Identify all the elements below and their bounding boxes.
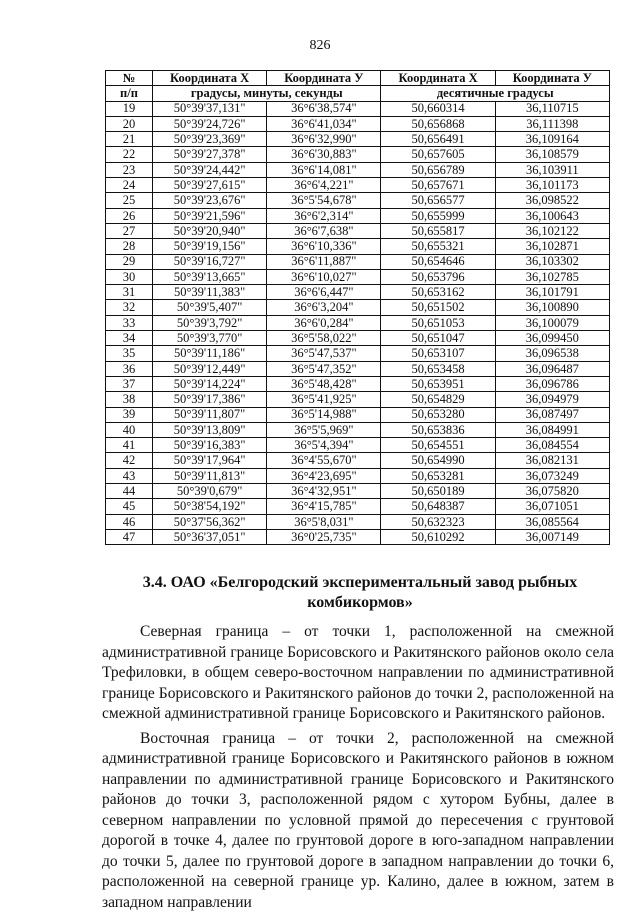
coord-y-dms: 36°6'0,284" (267, 315, 381, 330)
table-row (106, 407, 610, 422)
coord-x-dec: 50,653281 (381, 468, 495, 483)
coord-x-dec: 50,654829 (381, 392, 495, 407)
coord-y-dms: 36°6'30,883" (267, 147, 381, 162)
coord-y-dec: 36,007149 (495, 529, 609, 544)
row-number: 32 (106, 300, 153, 315)
table-row (106, 162, 610, 177)
coord-y-dms: 36°0'25,735" (267, 529, 381, 544)
table-row (106, 193, 610, 208)
table-row (106, 376, 610, 391)
coord-x-dms: 50°39'11,186" (153, 346, 267, 361)
coord-x-dms: 50°39'23,369" (153, 132, 267, 147)
row-number: 46 (106, 514, 153, 529)
coord-x-dec: 50,653951 (381, 376, 495, 391)
coord-x-dec: 50,656868 (381, 116, 495, 131)
coord-y-dms: 36°6'14,081" (267, 162, 381, 177)
coord-y-dms: 36°5'41,925" (267, 392, 381, 407)
coord-y-dms: 36°4'23,695" (267, 468, 381, 483)
coord-y-dec: 36,108579 (495, 147, 609, 162)
coord-x-dms: 50°37'56,362" (153, 514, 267, 529)
coord-x-dms: 50°38'54,192" (153, 499, 267, 514)
coord-x-dms: 50°39'27,378" (153, 147, 267, 162)
coord-x-dec: 50,650189 (381, 484, 495, 499)
coord-y-dec: 36,096786 (495, 376, 609, 391)
table-row (106, 331, 610, 346)
coord-x-dec: 50,655999 (381, 208, 495, 223)
coord-y-dms: 36°4'32,951" (267, 484, 381, 499)
table-row (106, 285, 610, 300)
coord-y-dec: 36,101791 (495, 285, 609, 300)
coord-x-dec: 50,657671 (381, 178, 495, 193)
paragraph-north-boundary: Северная граница – от точки 1, расположенной на смежной административной границе Борисовского и Ракитянского районов около села Трефиловки, в общем северо-восточном направлении по административной границе Борисовского и Ракитянского районов до точки 2, расположенной на смежной административной границе Борисовского и Ракитянского районов. (102, 623, 614, 722)
coord-y-dms: 36°6'4,221" (267, 178, 381, 193)
section-title: 3.4. ОАО «Белгородский экспериментальный завод рыбных комбикормов» (142, 574, 578, 611)
coord-y-dec: 36,096487 (495, 361, 609, 376)
table-row (106, 116, 610, 131)
coord-y-dec: 36,099450 (495, 331, 609, 346)
row-number: 33 (106, 315, 153, 330)
coord-y-dec: 36,073249 (495, 468, 609, 483)
coord-x-dms: 50°39'12,449" (153, 361, 267, 376)
header-coord-y-dec: Координата У (495, 71, 609, 86)
coord-y-dec: 36,102122 (495, 223, 609, 238)
coord-y-dms: 36°6'2,314" (267, 208, 381, 223)
table-row (106, 101, 610, 116)
coord-x-dec: 50,651053 (381, 315, 495, 330)
table-row (106, 346, 610, 361)
coord-y-dec: 36,100079 (495, 315, 609, 330)
table-row (106, 254, 610, 269)
coord-y-dms: 36°5'5,969" (267, 422, 381, 437)
row-number: 31 (106, 285, 153, 300)
table-row (106, 438, 610, 453)
row-number: 26 (106, 208, 153, 223)
header-num-sub: п/п (106, 86, 153, 101)
coord-x-dms: 50°39'20,940" (153, 223, 267, 238)
table-row (106, 208, 610, 223)
coord-y-dec: 36,075820 (495, 484, 609, 499)
row-number: 34 (106, 331, 153, 346)
header-units-dec: десятичные градусы (381, 86, 610, 101)
row-number: 38 (106, 392, 153, 407)
row-number: 42 (106, 453, 153, 468)
coord-y-dms: 36°6'10,027" (267, 269, 381, 284)
coord-x-dec: 50,651502 (381, 300, 495, 315)
coord-x-dec: 50,656491 (381, 132, 495, 147)
coord-x-dms: 50°39'5,407" (153, 300, 267, 315)
header-coord-y-dms: Координата У (267, 71, 381, 86)
row-number: 43 (106, 468, 153, 483)
coord-x-dec: 50,655817 (381, 223, 495, 238)
table-row (106, 499, 610, 514)
coord-y-dms: 36°4'55,670" (267, 453, 381, 468)
table-row (106, 514, 610, 529)
coord-y-dms: 36°5'8,031" (267, 514, 381, 529)
table-row (106, 239, 610, 254)
coord-y-dms: 36°6'3,204" (267, 300, 381, 315)
header-units-dms: градусы, минуты, секунды (153, 86, 381, 101)
coord-y-dms: 36°6'6,447" (267, 285, 381, 300)
table-header-row (106, 71, 610, 86)
coord-x-dec: 50,653107 (381, 346, 495, 361)
coord-x-dec: 50,651047 (381, 331, 495, 346)
table-body (106, 101, 610, 545)
coord-y-dms: 36°6'11,887" (267, 254, 381, 269)
row-number: 28 (106, 239, 153, 254)
coord-y-dec: 36,102871 (495, 239, 609, 254)
coord-y-dec: 36,111398 (495, 116, 609, 131)
coord-y-dms: 36°6'10,336" (267, 239, 381, 254)
coord-y-dms: 36°6'38,574" (267, 101, 381, 116)
header-coord-x-dms: Координата X (153, 71, 267, 86)
coord-y-dec: 36,110715 (495, 101, 609, 116)
coord-x-dms: 50°39'17,964" (153, 453, 267, 468)
coord-x-dms: 50°39'23,676" (153, 193, 267, 208)
coord-x-dec: 50,660314 (381, 101, 495, 116)
coord-x-dms: 50°39'11,813" (153, 468, 267, 483)
row-number: 25 (106, 193, 153, 208)
coord-y-dec: 36,071051 (495, 499, 609, 514)
coord-x-dms: 50°39'13,809" (153, 422, 267, 437)
row-number: 35 (106, 346, 153, 361)
coord-y-dec: 36,100643 (495, 208, 609, 223)
coord-x-dec: 50,610292 (381, 529, 495, 544)
row-number: 20 (106, 116, 153, 131)
coord-y-dec: 36,082131 (495, 453, 609, 468)
table-row (106, 132, 610, 147)
coord-x-dms: 50°39'3,770" (153, 331, 267, 346)
coord-x-dec: 50,648387 (381, 499, 495, 514)
coord-y-dec: 36,084991 (495, 422, 609, 437)
coord-y-dms: 36°5'14,988" (267, 407, 381, 422)
coord-y-dec: 36,100890 (495, 300, 609, 315)
header-coord-x-dec: Координата X (381, 71, 495, 86)
coord-y-dec: 36,087497 (495, 407, 609, 422)
row-number: 37 (106, 376, 153, 391)
coord-y-dec: 36,084554 (495, 438, 609, 453)
row-number: 24 (106, 178, 153, 193)
coord-x-dms: 50°39'0,679" (153, 484, 267, 499)
coord-x-dms: 50°39'3,792" (153, 315, 267, 330)
coord-y-dec: 36,085564 (495, 514, 609, 529)
coord-y-dms: 36°5'48,428" (267, 376, 381, 391)
coord-x-dec: 50,653458 (381, 361, 495, 376)
coord-x-dec: 50,632323 (381, 514, 495, 529)
coord-x-dec: 50,654646 (381, 254, 495, 269)
coord-y-dec: 36,101173 (495, 178, 609, 193)
table-row (106, 484, 610, 499)
header-num: № (106, 71, 153, 86)
coord-x-dms: 50°39'19,156" (153, 239, 267, 254)
table-row (106, 422, 610, 437)
row-number: 47 (106, 529, 153, 544)
coord-x-dms: 50°39'16,727" (153, 254, 267, 269)
row-number: 19 (106, 101, 153, 116)
coord-y-dms: 36°5'47,352" (267, 361, 381, 376)
coord-x-dec: 50,653796 (381, 269, 495, 284)
coord-y-dms: 36°6'7,638" (267, 223, 381, 238)
coord-x-dms: 50°39'11,383" (153, 285, 267, 300)
table-row (106, 453, 610, 468)
table-row (106, 223, 610, 238)
table-row (106, 468, 610, 483)
coord-y-dms: 36°6'32,990" (267, 132, 381, 147)
coord-x-dec: 50,654551 (381, 438, 495, 453)
row-number: 44 (106, 484, 153, 499)
coord-x-dms: 50°39'24,726" (153, 116, 267, 131)
coord-x-dms: 50°39'13,665" (153, 269, 267, 284)
coord-x-dec: 50,656789 (381, 162, 495, 177)
table-row (106, 361, 610, 376)
table-row (106, 269, 610, 284)
row-number: 40 (106, 422, 153, 437)
coord-y-dms: 36°5'4,394" (267, 438, 381, 453)
row-number: 45 (106, 499, 153, 514)
coord-x-dms: 50°39'14,224" (153, 376, 267, 391)
table-row (106, 315, 610, 330)
row-number: 41 (106, 438, 153, 453)
body-text (102, 622, 614, 917)
coord-y-dec: 36,103302 (495, 254, 609, 269)
coord-y-dec: 36,102785 (495, 269, 609, 284)
coord-y-dec: 36,109164 (495, 132, 609, 147)
coord-x-dms: 50°39'11,807" (153, 407, 267, 422)
coord-x-dms: 50°39'16,383" (153, 438, 267, 453)
table-row (106, 300, 610, 315)
table-row (106, 392, 610, 407)
coord-x-dec: 50,654990 (381, 453, 495, 468)
coord-y-dec: 36,096538 (495, 346, 609, 361)
row-number: 23 (106, 162, 153, 177)
coord-y-dms: 36°5'58,022" (267, 331, 381, 346)
coord-y-dms: 36°4'15,785" (267, 499, 381, 514)
coord-y-dec: 36,094979 (495, 392, 609, 407)
row-number: 21 (106, 132, 153, 147)
row-number: 30 (106, 269, 153, 284)
coord-y-dec: 36,098522 (495, 193, 609, 208)
table-row (106, 529, 610, 544)
coord-x-dec: 50,653836 (381, 422, 495, 437)
coord-x-dms: 50°39'27,615" (153, 178, 267, 193)
coord-x-dec: 50,655321 (381, 239, 495, 254)
table-row (106, 147, 610, 162)
row-number: 22 (106, 147, 153, 162)
coord-y-dms: 36°5'54,678" (267, 193, 381, 208)
row-number: 39 (106, 407, 153, 422)
row-number: 27 (106, 223, 153, 238)
coord-x-dms: 50°39'21,596" (153, 208, 267, 223)
coord-y-dms: 36°5'47,537" (267, 346, 381, 361)
coord-x-dms: 50°36'37,051" (153, 529, 267, 544)
page-number: 826 (309, 38, 331, 53)
coord-x-dec: 50,653162 (381, 285, 495, 300)
row-number: 29 (106, 254, 153, 269)
coord-x-dec: 50,653280 (381, 407, 495, 422)
coord-x-dms: 50°39'37,131" (153, 101, 267, 116)
coord-x-dms: 50°39'24,442" (153, 162, 267, 177)
coordinates-table (105, 70, 610, 545)
coord-x-dms: 50°39'17,386" (153, 392, 267, 407)
table-row (106, 178, 610, 193)
coord-x-dec: 50,656577 (381, 193, 495, 208)
coord-y-dec: 36,103911 (495, 162, 609, 177)
row-number: 36 (106, 361, 153, 376)
table-subheader-row (106, 86, 610, 101)
coord-y-dms: 36°6'41,034" (267, 116, 381, 131)
coord-x-dec: 50,657605 (381, 147, 495, 162)
paragraph-east-boundary: Восточная граница – от точки 2, расположенной на смежной административной границе Борисовского и Ракитянского районов в южном направлении по административной границе Борисовского и Ракитянского районов до точки 3, расположенной рядом с хутором Бубны, далее в северном направлении по условной прямой до пересечения с грунтовой дорогой в точке 4, далее по грунтовой дороге в юго-западном направлении до точки 5, далее по грунтовой дороге в западном направлении до точки 6, расположенной на северной границе ур. Калино, далее в южном, затем в западном направлении (102, 729, 614, 911)
